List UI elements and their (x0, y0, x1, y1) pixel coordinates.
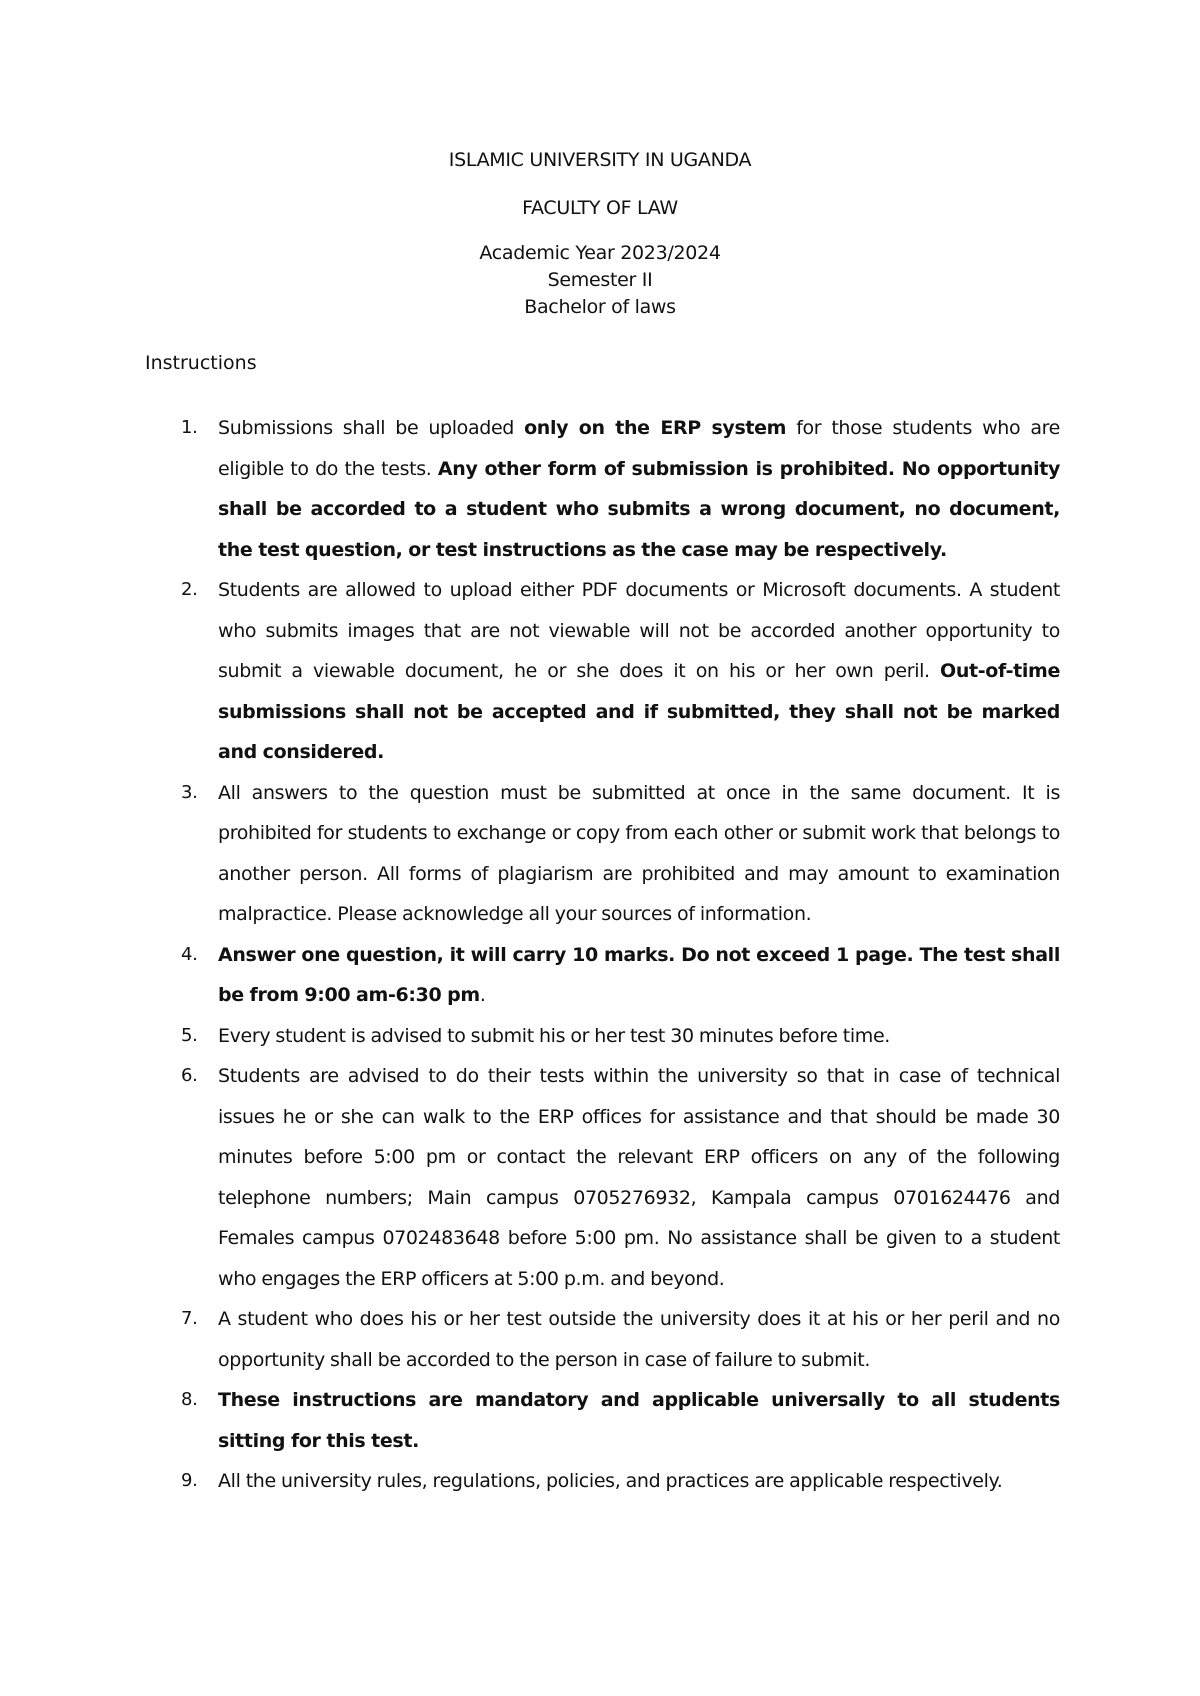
instruction-list (0, 408, 1200, 1502)
instruction-item (181, 935, 1060, 1016)
course-info (0, 240, 1200, 321)
instruction-text: Submissions shall be uploaded (218, 417, 525, 439)
programme: Bachelor of laws (524, 296, 676, 318)
instruction-text: All answers to the question must be submitted at once in the same document. It is prohibited for students to exchange or copy from each other or submit work that belongs to another person. All forms of plagiarism are prohibited and may amount to examination malpractice. Please acknowledge all your sources of information. (218, 781, 1060, 925)
instruction-item (181, 773, 1060, 935)
instruction-number: 7. (181, 1308, 198, 1329)
instruction-number: 5. (181, 1024, 198, 1046)
instruction-number: 1. (181, 417, 198, 438)
instruction-number: 4. (181, 943, 198, 965)
instruction-text: . (479, 984, 486, 1006)
instruction-number: 3. (181, 781, 198, 803)
instruction-text-bold: Answer one question, it will carry 10 marks. Do not exceed 1 page. The test shall be from 9:00 am-6:30 pm (218, 943, 1060, 1006)
instruction-text-bold: only on the ERP system (524, 417, 787, 439)
academic-year: Academic Year 2023/2024 (479, 242, 721, 264)
instruction-text: for those students who are eligible to do the tests. (218, 417, 1060, 480)
instruction-text: Students are allowed to upload either PDF documents or Microsoft documents. A student who submits images that are not viewable will not be accorded another opportunity to submit a viewable document, he or she does it on his or her own peril. (218, 579, 1060, 682)
instruction-text: All the university rules, regulations, policies, and practices are applicable respectively. (218, 1470, 1003, 1492)
instruction-number: 8. (181, 1389, 198, 1410)
instruction-number: 9. (181, 1470, 198, 1491)
instruction-item (181, 1380, 1060, 1461)
instruction-number: 6. (181, 1065, 198, 1086)
instructions-heading: Instructions (145, 352, 257, 374)
instruction-text: A student who does his or her test outside the university does it at his or her peril and no opportunity shall be accorded to the person in case of failure to submit. (218, 1308, 1060, 1371)
instruction-text: Students are advised to do their tests within the university so that in case of technical issues he or she can walk to the ERP offices for assistance and that should be made 30 minutes before 5:00 pm or contact the relevant ERP officers on any of the following telephone numbers; Main campus 0705276932, Kampala campus 0701624476 and Females campus 0702483648 before 5:00 pm. No assistance shall be given to a student who engages the ERP officers at 5:00 p.m. and beyond. (218, 1065, 1060, 1290)
instruction-item (181, 1461, 1060, 1502)
instruction-item (181, 1016, 1060, 1057)
instruction-text-bold: These instructions are mandatory and applicable universally to all students sitting for this test. (218, 1389, 1060, 1452)
instruction-number: 2. (181, 579, 198, 600)
instruction-item (181, 1299, 1060, 1380)
instruction-item (181, 1056, 1060, 1299)
faculty-name: FACULTY OF LAW (522, 197, 678, 219)
instruction-text-bold: Any other form of submission is prohibited. No opportunity shall be accorded to a student who submits a wrong document, no document, the test question, or test instructions as the case may be respectively. (218, 457, 1060, 561)
semester: Semester II (547, 269, 653, 291)
instruction-text: Every student is advised to submit his or her test 30 minutes before time. (218, 1024, 890, 1047)
instruction-item (181, 570, 1060, 773)
instruction-text-bold: Out-of-time submissions shall not be accepted and if submitted, they shall not be marked and considered. (218, 660, 1060, 763)
instruction-item (181, 408, 1060, 570)
university-name: ISLAMIC UNIVERSITY IN UGANDA (448, 149, 752, 171)
